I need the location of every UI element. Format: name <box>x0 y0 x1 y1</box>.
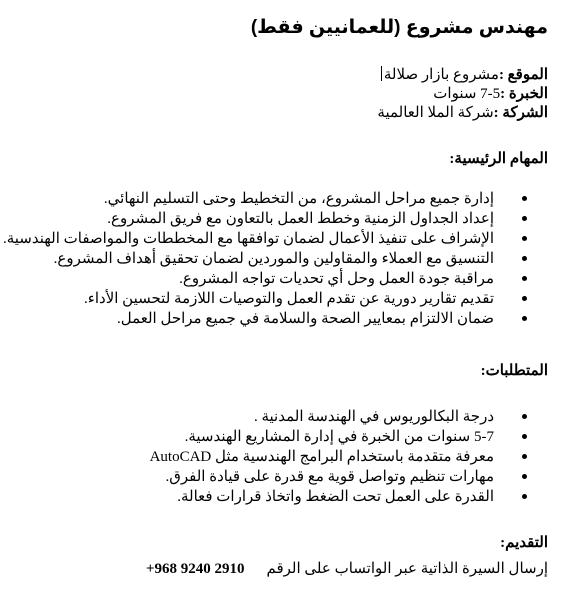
bullet-icon <box>522 494 527 499</box>
tasks-list <box>2 189 548 329</box>
company-label: الشركة : <box>493 105 548 121</box>
location-value: مشروع بازار صلالة <box>383 67 499 83</box>
apply-heading: التقديم: <box>500 535 548 551</box>
company-value: شركة الملا العالمية <box>377 105 494 121</box>
list-item <box>24 487 494 507</box>
experience-value: 5-7 سنوات <box>433 86 501 102</box>
list-item-text: معرفة متقدمة باستخدام البرامج الهندسية مثل AutoCAD <box>149 449 494 465</box>
list-item <box>24 289 494 309</box>
experience-label: الخبرة : <box>500 86 548 102</box>
list-item-text: ضمان الالتزام بمعايير الصحة والسلامة في جميع مراحل العمل. <box>116 311 494 327</box>
list-item-text: إعداد الجداول الزمنية وخطط العمل بالتعاون مع فريق المشروع. <box>107 211 494 227</box>
company-line <box>24 104 548 123</box>
list-item <box>2 229 494 249</box>
bullet-icon <box>522 296 527 301</box>
list-item <box>24 467 494 487</box>
bullet-icon <box>522 236 527 241</box>
bullet-icon <box>522 316 527 321</box>
apply-text: إرسال السيرة الذاتية عبر الواتساب على الرقم <box>266 561 548 577</box>
list-item <box>24 249 494 269</box>
list-item-text: إدارة جميع مراحل المشروع، من التخطيط وحتى التسليم النهائي. <box>103 191 494 207</box>
list-item-text: 5-7 سنوات من الخبرة في إدارة المشاريع الهندسية. <box>184 429 494 445</box>
location-line <box>24 66 548 85</box>
phone-number: +968 9240 2910 <box>145 561 245 577</box>
text-cursor <box>381 66 382 81</box>
list-item <box>24 309 494 329</box>
list-item <box>24 427 494 447</box>
list-item <box>24 447 494 467</box>
experience-line <box>24 85 548 104</box>
list-item <box>24 407 494 427</box>
list-item-text: درجة البكالوريوس في الهندسة المدنية . <box>253 409 494 425</box>
list-item-text: مراقبة جودة العمل وحل أي تحديات تواجه المشروع. <box>179 271 494 287</box>
list-item <box>24 209 494 229</box>
list-item-text: مهارات تنظيم وتواصل قوية مع قدرة على قيادة الفرق. <box>165 469 494 485</box>
bullet-icon <box>522 196 527 201</box>
list-item-text: الإشراف على تنفيذ الأعمال لضمان توافقها مع المخططات والمواصفات الهندسية. <box>2 231 494 247</box>
bullet-icon <box>522 276 527 281</box>
list-item <box>24 189 494 209</box>
list-item-text: تقديم تقارير دورية عن تقدم العمل والتوصيات اللازمة لتحسين الأداء. <box>84 291 494 307</box>
bullet-icon <box>522 454 527 459</box>
bullet-icon <box>522 414 527 419</box>
job-title: مهندس مشروع (للعمانيين فقط) <box>250 17 548 38</box>
list-item-text: التنسيق مع العملاء والمقاولين والموردين لضمان تحقيق أهداف المشروع. <box>53 251 494 267</box>
requirements-list <box>24 407 548 507</box>
bullet-icon <box>522 434 527 439</box>
list-item <box>24 269 494 289</box>
bullet-icon <box>522 256 527 261</box>
tasks-heading: المهام الرئيسية: <box>449 151 548 167</box>
location-label: الموقع : <box>498 67 548 83</box>
bullet-icon <box>522 474 527 479</box>
requirements-heading: المتطلبات: <box>480 363 548 379</box>
list-item-text: القدرة على العمل تحت الضغط واتخاذ قرارات فعالة. <box>177 489 494 505</box>
apply-line <box>24 559 548 579</box>
bullet-icon <box>522 216 527 221</box>
